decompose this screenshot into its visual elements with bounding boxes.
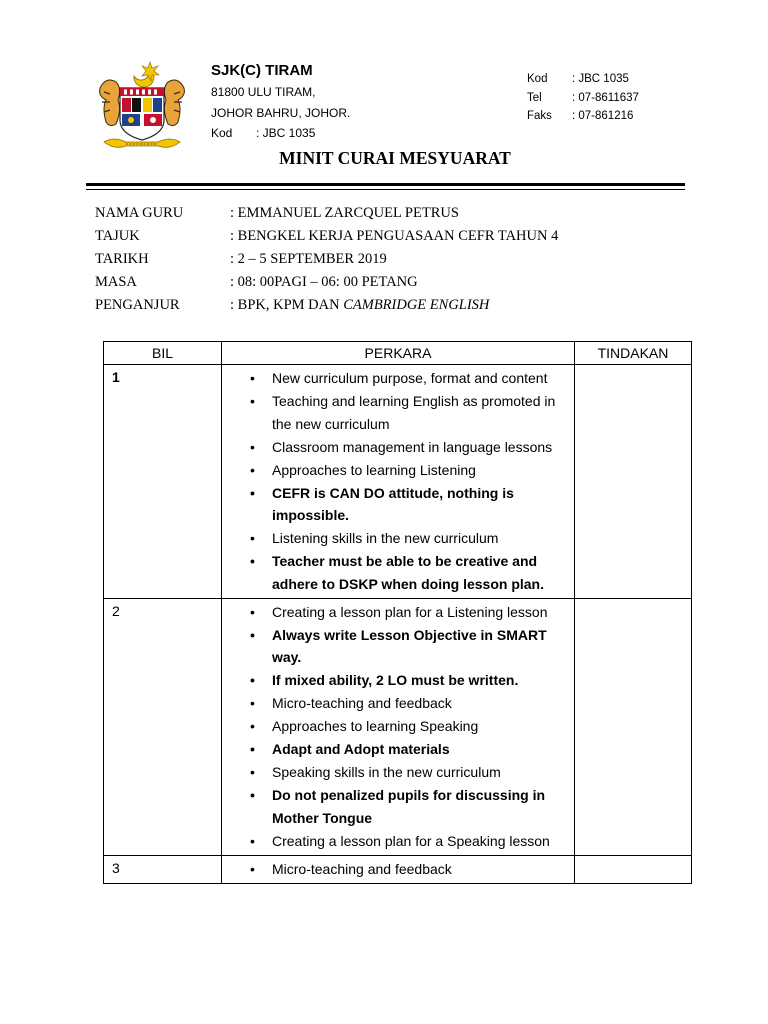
list-item: • Approaches to learning Speaking (272, 715, 568, 738)
list-item: • Teaching and learning English as promoted in the new curriculum (272, 390, 568, 435)
table-row (104, 598, 692, 855)
list-item: • Micro-teaching and feedback (272, 692, 568, 715)
info-row-masa (95, 271, 558, 294)
address-line-2: JOHOR BAHRU, JOHOR. (211, 105, 351, 120)
bil-cell: 1 (104, 365, 222, 599)
info-row-tajuk (95, 225, 558, 248)
table-body (104, 365, 692, 884)
info-row-tarikh (95, 248, 558, 271)
bil-cell: 2 (104, 598, 222, 855)
perkara-cell (222, 855, 575, 883)
coat-of-arms-icon (92, 58, 192, 158)
tindakan-cell (575, 365, 692, 599)
list-item: • If mixed ability, 2 LO must be written. (272, 669, 568, 692)
school-header (211, 60, 350, 144)
list-item: • Creating a lesson plan for a Speaking lesson (272, 830, 568, 853)
tindakan-cell (575, 598, 692, 855)
table-header-row (104, 342, 692, 365)
info-value: : 2 – 5 SEPTEMBER 2019 (230, 251, 387, 267)
header-divider-thin (86, 189, 685, 190)
info-value: : BENGKEL KERJA PENGUASAAN CEFR TAHUN 4 (230, 228, 559, 244)
info-value: : 08: 00PAGI – 06: 00 PETANG (230, 274, 418, 290)
list-item: • CEFR is CAN DO attitude, nothing is impossible. (272, 482, 568, 527)
column-header-bil: BIL (104, 342, 222, 365)
info-row-nama-guru (95, 202, 558, 225)
perkara-list (222, 367, 568, 595)
info-label: TAJUK (95, 228, 140, 244)
address-line-1: 81800 ULU TIRAM, (211, 85, 316, 99)
school-code-value: : JBC 1035 (256, 126, 316, 140)
list-item: • Do not penalized pupils for discussing in Mother Tongue (272, 784, 568, 829)
header-divider-thick (86, 183, 685, 186)
list-item: • Micro-teaching and feedback (272, 858, 568, 881)
bil-cell: 3 (104, 855, 222, 883)
list-item: • New curriculum purpose, format and content (272, 367, 568, 390)
column-header-perkara: PERKARA (222, 342, 575, 365)
contact-value: : 07-8611637 (572, 91, 639, 104)
perkara-list (222, 601, 568, 853)
list-item: • Approaches to learning Listening (272, 459, 568, 482)
contact-info (527, 70, 639, 126)
contact-label: Tel (527, 91, 542, 104)
contact-label: Faks (527, 110, 552, 122)
list-item: • Classroom management in language lessons (272, 436, 568, 459)
tindakan-cell (575, 855, 692, 883)
contact-row-faks (527, 107, 639, 126)
info-value: : EMMANUEL ZARCQUEL PETRUS (230, 205, 459, 221)
list-item: • Creating a lesson plan for a Listening lesson (272, 601, 568, 624)
contact-label: Kod (527, 73, 548, 85)
info-row-penganjur (95, 294, 558, 317)
list-item: • Teacher must be able to be creative and adhere to DSKP when doing lesson plan. (272, 550, 568, 595)
school-code-row (211, 123, 350, 144)
perkara-cell (222, 365, 575, 599)
table-row (104, 365, 692, 599)
contact-row-tel (527, 89, 639, 108)
contact-row-kod (527, 70, 639, 89)
contact-value: : JBC 1035 (572, 73, 629, 85)
list-item: • Adapt and Adopt materials (272, 738, 568, 761)
info-label: MASA (95, 274, 137, 290)
info-value-text: : BPK, KPM DAN (230, 297, 344, 313)
info-value (230, 294, 489, 317)
contact-value: : 07-861216 (572, 110, 634, 122)
perkara-list (222, 858, 568, 881)
list-item: • Always write Lesson Objective in SMART way. (272, 624, 568, 669)
minutes-table (103, 341, 692, 884)
document-title: MINIT CURAI MESYUARAT (279, 148, 511, 168)
school-code-label: Kod (211, 126, 233, 140)
list-item: • Listening skills in the new curriculum (272, 527, 568, 550)
info-value-italic: CAMBRIDGE ENGLISH (343, 297, 490, 313)
info-label: NAMA GURU (95, 205, 184, 221)
info-label: PENGANJUR (95, 297, 180, 313)
perkara-cell (222, 598, 575, 855)
list-item: • Speaking skills in the new curriculum (272, 761, 568, 784)
info-label: TARIKH (95, 251, 149, 267)
column-header-tindakan: TINDAKAN (575, 342, 692, 365)
table-row (104, 855, 692, 883)
meeting-info (95, 202, 558, 317)
school-name: SJK(C) TIRAM (211, 62, 313, 79)
